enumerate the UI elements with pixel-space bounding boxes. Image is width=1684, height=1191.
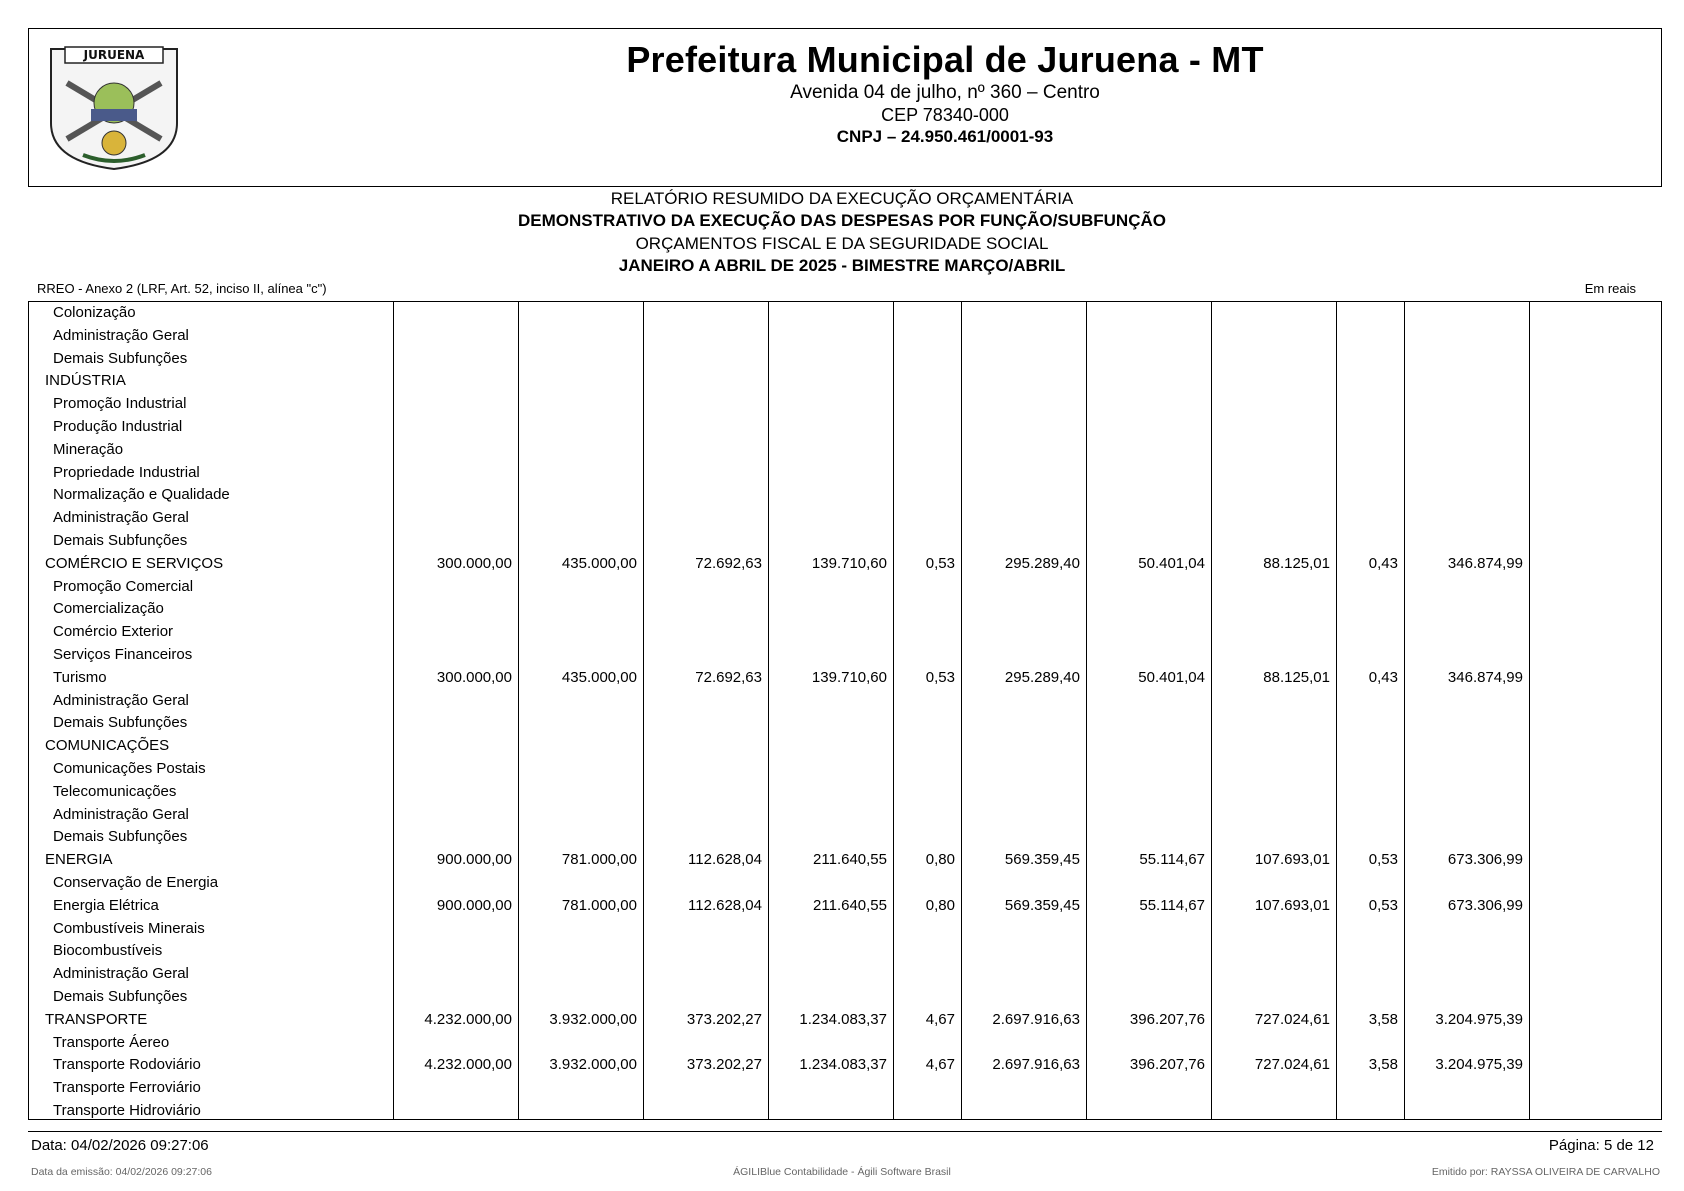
- row-label: Propriedade Industrial: [53, 463, 200, 481]
- row-value: 112.628,04: [688, 896, 762, 914]
- logo-text: JURUENA: [83, 48, 145, 62]
- row-value: 139.710,60: [811, 668, 887, 686]
- row-label: Demais Subfunções: [53, 828, 188, 846]
- row-label: Comunicações Postais: [53, 760, 206, 777]
- subfunction-row: [29, 507, 1661, 530]
- row-label: TRANSPORTE: [45, 1010, 148, 1028]
- subfunction-row: [29, 1077, 1661, 1100]
- row-label: Administração Geral: [53, 965, 189, 983]
- subfunction-row: [29, 325, 1661, 348]
- row-value: 88.125,01: [1263, 668, 1330, 686]
- row-label: Telecomunicações: [53, 782, 177, 800]
- municipality-title: Prefeitura Municipal de Juruena - MT: [626, 39, 1264, 80]
- subfunction-row: [29, 895, 1661, 918]
- row-value: 88.125,01: [1263, 554, 1330, 572]
- row-value: 300.000,00: [436, 554, 512, 572]
- row-label: ENERGIA: [45, 851, 113, 869]
- row-value: 4,67: [925, 1010, 955, 1028]
- row-value: 211.640,55: [813, 896, 887, 914]
- row-label: Demais Subfunções: [53, 714, 188, 732]
- row-value: 727.024,61: [1254, 1056, 1330, 1074]
- row-label: Administração Geral: [53, 805, 189, 823]
- subfunction-row: [29, 530, 1661, 553]
- row-value: 55.114,67: [1139, 851, 1205, 869]
- row-label: Comércio Exterior: [53, 623, 174, 641]
- row-value: 0,53: [1368, 851, 1398, 869]
- row-label: Combustíveis Minerais: [53, 919, 205, 937]
- subfunction-row: [29, 462, 1661, 485]
- row-label: Administração Geral: [53, 509, 189, 527]
- row-label: Administração Geral: [53, 691, 189, 709]
- row-value: 50.401,04: [1138, 554, 1205, 572]
- row-value: 2.697.916,63: [992, 1010, 1080, 1028]
- row-value: 295.289,40: [1004, 668, 1080, 686]
- row-label: COMUNICAÇÕES: [45, 737, 170, 755]
- report-title-3: ORÇAMENTOS FISCAL E DA SEGURIDADE SOCIAL: [635, 234, 1049, 253]
- expense-table: [28, 301, 1662, 1120]
- row-value: 569.359,45: [1004, 851, 1080, 869]
- row-value: 673.306,99: [1447, 896, 1523, 914]
- row-value: 139.710,60: [811, 554, 887, 572]
- function-row: [29, 735, 1661, 758]
- subfunction-row: [29, 986, 1661, 1009]
- row-value: 0,53: [925, 554, 955, 572]
- row-label: Transporte Áereo: [53, 1033, 170, 1051]
- row-value: 781.000,00: [561, 851, 637, 869]
- row-label: Serviços Financeiros: [53, 646, 193, 663]
- subfunction-row: [29, 781, 1661, 804]
- row-value: 373.202,27: [686, 1056, 762, 1074]
- row-value: 569.359,45: [1004, 896, 1080, 914]
- subfunction-row: [29, 712, 1661, 735]
- row-label: Transporte Ferroviário: [53, 1079, 201, 1097]
- row-label: Colonização: [53, 304, 136, 321]
- row-value: 900.000,00: [436, 896, 512, 914]
- issued-by: Emitido por: RAYSSA OLIVEIRA DE CARVALHO: [1431, 1166, 1660, 1178]
- row-value: 3.204.975,39: [1435, 1056, 1523, 1074]
- subfunction-row: [29, 758, 1661, 781]
- row-value: 0,43: [1368, 668, 1398, 686]
- row-value: 4,67: [925, 1056, 955, 1074]
- row-value: 55.114,67: [1139, 896, 1205, 914]
- subfunction-row: [29, 690, 1661, 713]
- row-label: Demais Subfunções: [53, 349, 188, 367]
- row-label: Energia Elétrica: [53, 896, 159, 914]
- subfunction-row: [29, 667, 1661, 690]
- function-row: [29, 849, 1661, 872]
- subfunction-row: [29, 1054, 1661, 1077]
- subfunction-row: [29, 644, 1661, 667]
- subfunction-row: [29, 302, 1661, 325]
- subfunction-row: [29, 621, 1661, 644]
- row-value: 0,53: [925, 668, 955, 686]
- row-label: INDÚSTRIA: [45, 372, 126, 390]
- address-line: Avenida 04 de julho, nº 360 – Centro: [790, 82, 1100, 103]
- report-title-1: RELATÓRIO RESUMIDO DA EXECUÇÃO ORÇAMENTÁRIA: [610, 189, 1074, 208]
- row-value: 0,53: [1368, 896, 1398, 914]
- annex-reference: RREO - Anexo 2 (LRF, Art. 52, inciso II, alínea "c"): [37, 281, 327, 296]
- report-period: JANEIRO A ABRIL DE 2025 - BIMESTRE MARÇO/ABRIL: [618, 256, 1066, 275]
- row-label: Normalização e Qualidade: [53, 486, 230, 504]
- subfunction-row: [29, 1100, 1661, 1123]
- subfunction-row: [29, 439, 1661, 462]
- emission-date: Data da emissão: 04/02/2026 09:27:06: [31, 1166, 212, 1178]
- subfunction-row: [29, 918, 1661, 941]
- row-label: Conservação de Energia: [53, 874, 219, 891]
- row-value: 0,80: [925, 851, 955, 869]
- function-row: [29, 370, 1661, 393]
- subfunction-row: [29, 348, 1661, 371]
- row-label: Turismo: [53, 668, 107, 686]
- row-value: 396.207,76: [1129, 1056, 1205, 1074]
- row-label: Administração Geral: [53, 326, 189, 344]
- cnpj-line: CNPJ – 24.950.461/0001-93: [836, 127, 1054, 146]
- row-value: 107.693,01: [1254, 896, 1330, 914]
- row-value: 2.697.916,63: [992, 1056, 1080, 1074]
- row-value: 673.306,99: [1447, 851, 1523, 869]
- row-label: Produção Industrial: [53, 418, 183, 435]
- row-value: 781.000,00: [561, 896, 637, 914]
- row-value: 373.202,27: [686, 1010, 762, 1028]
- row-label: Transporte Rodoviário: [53, 1056, 201, 1074]
- row-value: 0,80: [925, 896, 955, 914]
- row-value: 900.000,00: [436, 851, 512, 869]
- subfunction-row: [29, 872, 1661, 895]
- row-value: 107.693,01: [1254, 851, 1330, 869]
- row-value: 435.000,00: [561, 668, 637, 686]
- row-value: 396.207,76: [1129, 1010, 1205, 1028]
- subfunction-row: [29, 393, 1661, 416]
- units-label: Em reais: [1584, 281, 1636, 296]
- row-value: 3.932.000,00: [549, 1056, 637, 1074]
- subfunction-row: [29, 804, 1661, 827]
- page-number: Página: 5 de 12: [1548, 1137, 1654, 1154]
- footer-divider: [28, 1131, 1662, 1132]
- row-value: 3.932.000,00: [549, 1010, 637, 1028]
- subfunction-row: [29, 416, 1661, 439]
- subfunction-row: [29, 1032, 1661, 1055]
- footer-date: Data: 04/02/2026 09:27:06: [31, 1137, 209, 1154]
- row-value: 3,58: [1368, 1010, 1398, 1028]
- row-value: 346.874,99: [1447, 554, 1523, 572]
- row-value: 346.874,99: [1447, 668, 1523, 686]
- row-label: Mineração: [53, 440, 124, 458]
- row-value: 72.692,63: [695, 554, 762, 572]
- row-value: 1.234.083,37: [799, 1056, 887, 1074]
- row-label: Promoção Industrial: [53, 395, 187, 413]
- row-label: Demais Subfunções: [53, 988, 188, 1005]
- row-value: 4.232.000,00: [424, 1056, 512, 1074]
- subfunction-row: [29, 576, 1661, 599]
- software-credit: ÁGILIBlue Contabilidade - Ágili Software Brasil: [733, 1166, 951, 1178]
- row-value: 4.232.000,00: [424, 1010, 512, 1028]
- row-value: 50.401,04: [1138, 668, 1205, 686]
- function-row: [29, 1009, 1661, 1032]
- row-value: 3,58: [1368, 1056, 1398, 1074]
- row-label: Promoção Comercial: [53, 577, 194, 595]
- row-value: 295.289,40: [1004, 554, 1080, 572]
- subfunction-row: [29, 963, 1661, 986]
- report-title-2: DEMONSTRATIVO DA EXECUÇÃO DAS DESPESAS POR FUNÇÃO/SUBFUNÇÃO: [518, 211, 1166, 230]
- row-label: COMÉRCIO E SERVIÇOS: [45, 554, 224, 572]
- row-value: 3.204.975,39: [1435, 1010, 1523, 1028]
- header-box: [28, 28, 1662, 187]
- row-value: 727.024,61: [1254, 1010, 1330, 1028]
- row-label: Comercialização: [53, 600, 164, 618]
- row-value: 211.640,55: [813, 851, 887, 869]
- row-value: 112.628,04: [688, 851, 762, 869]
- row-value: 435.000,00: [561, 554, 637, 572]
- cep-line: CEP 78340-000: [881, 105, 1009, 125]
- function-row: [29, 553, 1661, 576]
- subfunction-row: [29, 940, 1661, 963]
- subfunction-row: [29, 826, 1661, 849]
- row-value: 300.000,00: [436, 668, 512, 686]
- subfunction-row: [29, 598, 1661, 621]
- subfunction-row: [29, 484, 1661, 507]
- row-value: 72.692,63: [695, 668, 762, 686]
- row-label: Demais Subfunções: [53, 532, 188, 549]
- row-label: Transporte Hidroviário: [53, 1102, 201, 1119]
- row-value: 1.234.083,37: [799, 1010, 887, 1028]
- row-value: 0,43: [1368, 554, 1398, 572]
- row-label: Biocombustíveis: [53, 942, 163, 960]
